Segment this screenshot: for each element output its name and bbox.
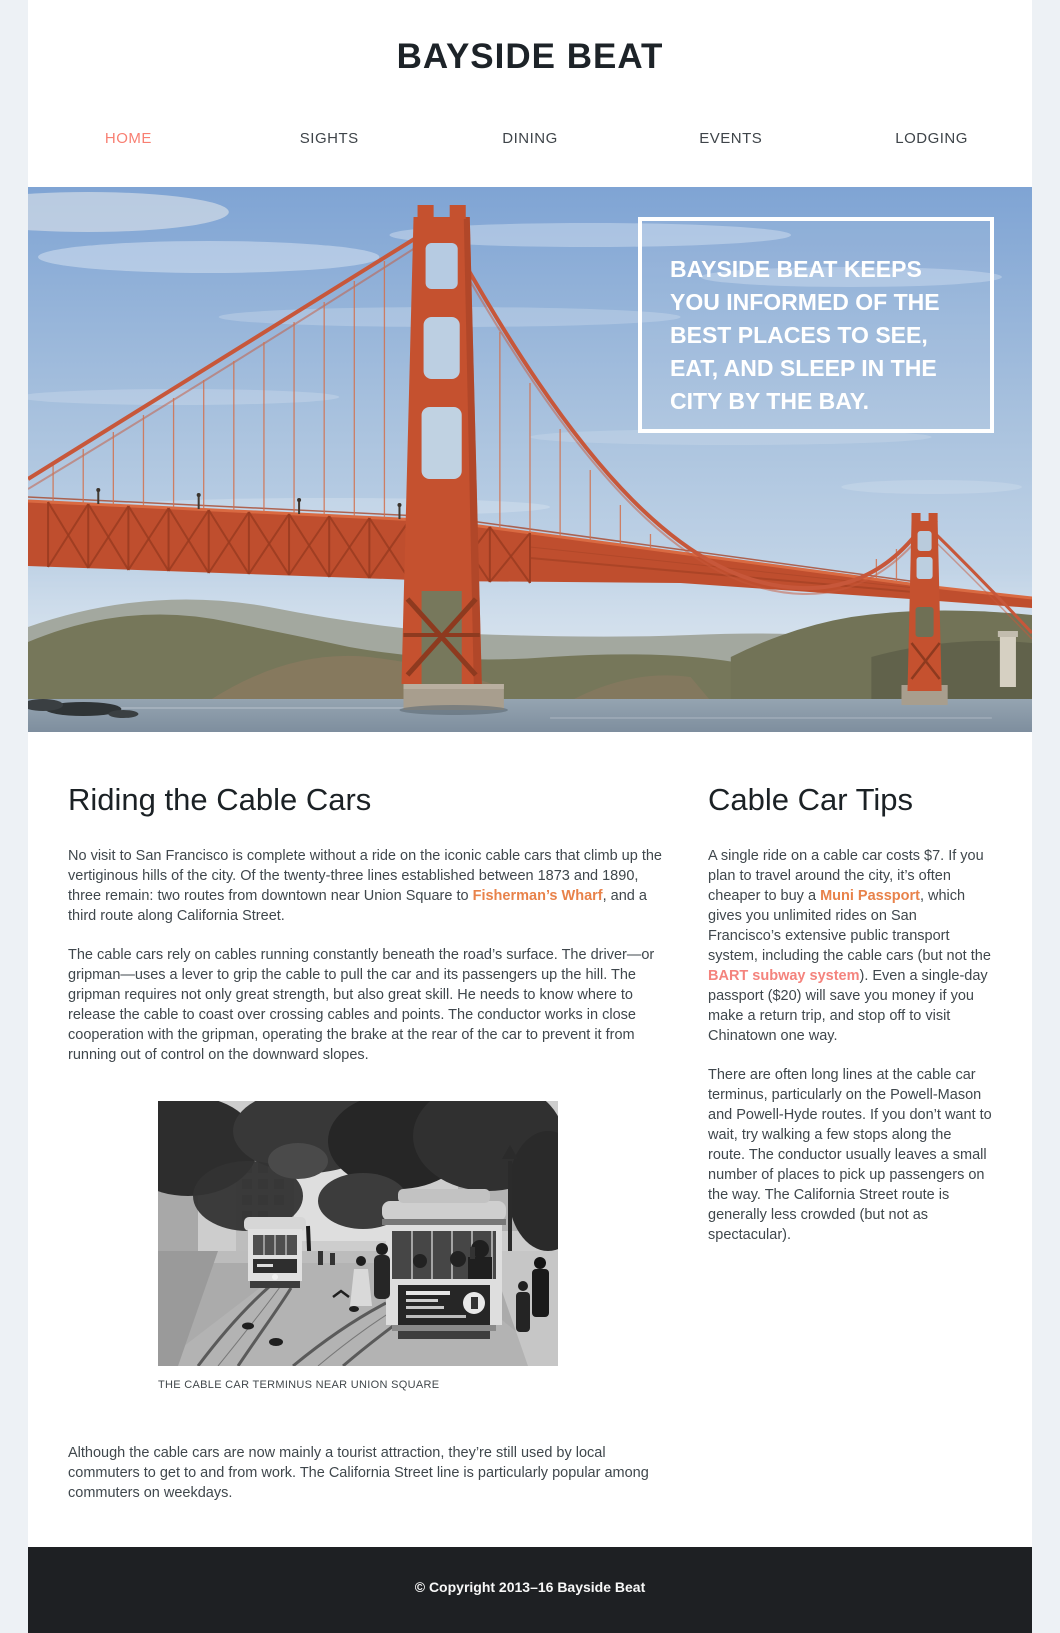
page-wrapper (28, 0, 1032, 1633)
nav-item-dining[interactable]: DINING (502, 130, 558, 147)
hero-overlay-box (638, 217, 994, 433)
hero-overlay-text: BAYSIDE BEAT KEEPS YOU INFORMED OF THE BEST PLACES TO SEE, EAT, AND SLEEP IN THE CITY BY THE BAY. (670, 256, 940, 415)
paragraph-text: , and a third route along California Street. (68, 888, 647, 924)
paragraph-text: , which gives you unlimited rides on San Francisco’s extensive public transport system, including the cable cars (but not the (708, 888, 991, 964)
article-heading: Cable Car Tips (708, 782, 914, 817)
paragraph: The cable cars rely on cables running constantly beneath the road’s surface. The driver—or gripman—uses a lever to grip the cable to pull the car and its passengers up the hill. The gripman requires not only great strength, but also great skill. He needs to know where to release the cable to coast over crossing cables and points. The conductor works in close cooperation with the gripman, operating the brake at the rear of the car to prevent it from running out of control on the downward slopes. (68, 947, 655, 1063)
link-fishermans-wharf[interactable]: Fisherman’s Wharf (472, 888, 603, 904)
nav-item-lodging[interactable]: LODGING (895, 130, 968, 147)
paragraph: Although the cable cars are now mainly a tourist attraction, they’re still used by local commuters to get to and from work. The California Street line is particularly popular among commuters on weekdays. (68, 1445, 649, 1501)
article-heading: Riding the Cable Cars (68, 782, 372, 817)
copyright-text: © Copyright 2013–16 Bayside Beat (414, 1579, 646, 1595)
site-title: BAYSIDE BEAT (396, 37, 664, 76)
main-nav (28, 124, 1032, 187)
site-header (28, 0, 1032, 187)
hero-section (28, 187, 1032, 732)
article-riding-cable-cars (68, 782, 668, 1503)
paragraph (708, 846, 992, 1046)
link-bart-subway-system[interactable]: BART subway system (708, 968, 860, 984)
link-muni-passport[interactable]: Muni Passport (820, 888, 920, 904)
site-footer (28, 1547, 1032, 1633)
main-content (28, 732, 1032, 1547)
article-cable-car-tips (708, 782, 992, 1503)
cable-car-figure (158, 1101, 558, 1391)
figure-caption: THE CABLE CAR TERMINUS NEAR UNION SQUARE (158, 1379, 440, 1391)
nav-item-events[interactable]: EVENTS (699, 130, 763, 147)
paragraph-text: A single ride on a cable car costs $7. If you plan to travel around the city, it’s often cheaper to buy a (708, 848, 984, 904)
paragraph: There are often long lines at the cable car terminus, particularly on the Powell-Mason and Powell-Hyde routes. If you don’t want to wait, try walking a few stops along the route. The conductor usually leaves a small number of places to pick up passengers on the way. The California Street route is generally less crowded (but not as spectacular). (708, 1067, 992, 1243)
nav-item-sights[interactable]: SIGHTS (299, 130, 359, 147)
nav-item-home[interactable]: HOME (104, 130, 152, 147)
paragraph (68, 846, 668, 926)
water (28, 699, 1032, 732)
paragraph-text: No visit to San Francisco is complete without a ride on the iconic cable cars that climb up the vertiginous hills of the city. Of the twenty-three lines established between 1873 and 1890, three remain: two routes from downtown near Union Square to (68, 848, 662, 904)
small-trolley (244, 1217, 306, 1288)
paragraph-text: ). Even a single-day passport ($20) will save you money if you make a return trip, and stop off to visit Chinatown one way. (708, 968, 988, 1044)
cable-car-photo (158, 1101, 558, 1366)
